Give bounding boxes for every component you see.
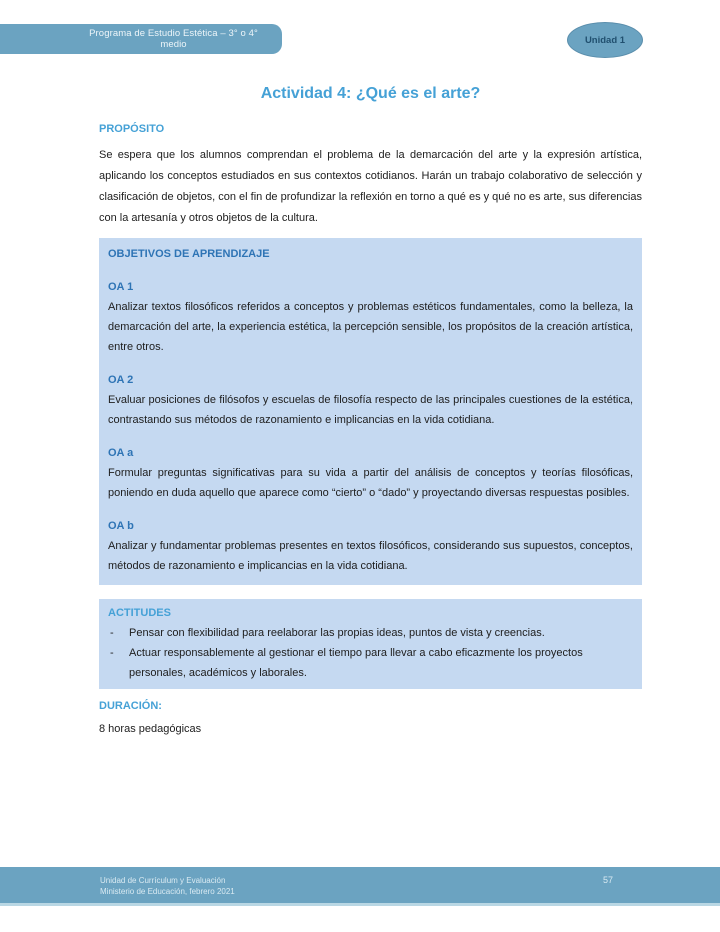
footer-line2: Ministerio de Educación, febrero 2021 <box>100 887 235 896</box>
program-ribbon <box>0 24 282 54</box>
duracion-heading: DURACIÓN: <box>99 700 162 712</box>
duracion-value: 8 horas pedagógicas <box>99 723 202 735</box>
oa-text: Analizar textos filosóficos referidos a conceptos y problemas estéticos fundamentales, como la belleza, la demarcación del arte, la experiencia estética, la percepción sensible, los propósitos de la creación artística, entre otros. <box>108 301 633 353</box>
oa-text: Formular preguntas significativas para su vida a partir del análisis de conceptos y teorías filosóficas, poniendo en duda aquello que aparece como “cierto” o “dado” y proyectando diversas respuestas posibles. <box>108 467 633 499</box>
actitudes-item <box>108 643 633 683</box>
actitudes-item <box>108 623 633 643</box>
unit-badge <box>567 22 643 58</box>
page-content <box>99 84 642 739</box>
actitudes-box <box>99 599 642 689</box>
dash-bullet: - <box>110 647 114 659</box>
footer-line1: Unidad de Currículum y Evaluación <box>100 876 226 885</box>
unit-badge-label: Unidad 1 <box>584 34 626 46</box>
actitudes-item-text: Pensar con flexibilidad para reelaborar las propias ideas, puntos de vista y creencias. <box>129 627 545 639</box>
oa-text: Analizar y fundamentar problemas presentes en textos filosóficos, considerando sus supuestos, conceptos, métodos de razonamiento e implicancias en la vida cotidiana. <box>108 540 633 572</box>
activity-title: Actividad 4: ¿Qué es el arte? <box>260 85 481 102</box>
actitudes-item-text: Actuar responsablemente al gestionar el tiempo para llevar a cabo eficazmente los proyectos personales, académicos y laborales. <box>129 647 583 679</box>
oa-label: OA b <box>108 520 134 532</box>
proposito-heading: PROPÓSITO <box>99 123 165 135</box>
proposito-paragraph: Se espera que los alumnos comprendan el problema de la demarcación del arte y la expresión artística, aplicando los conceptos estudiados en sus contextos cotidianos. Harán un trabajo colaborativo de selección y clasificación de objetos, con el fin de profundizar la reflexión en torno a qué es y qué no es arte, sus diferencias con la artesanía y otros objetos de la cultura. <box>99 149 642 224</box>
oa-text: Evaluar posiciones de filósofos y escuelas de filosofía respecto de las principales cuestiones de la estética, contrastando sus métodos de razonamiento e implicancias en la vida cotidiana. <box>108 394 633 426</box>
oa-label: OA 2 <box>108 374 134 386</box>
dash-bullet: - <box>110 627 114 639</box>
footer-bar <box>0 867 720 906</box>
oa-label: OA a <box>108 447 134 459</box>
footer-credits <box>100 875 235 897</box>
oa-item <box>108 277 633 357</box>
page-number: 57 <box>603 875 614 885</box>
oa-label: OA 1 <box>108 281 134 293</box>
actitudes-heading: ACTITUDES <box>108 607 171 619</box>
program-ribbon-label: Programa de Estudio Estética – 3° o 4° medio <box>89 28 258 50</box>
objetivos-box <box>99 238 642 585</box>
oa-item <box>108 370 633 430</box>
oa-item <box>108 443 633 503</box>
objetivos-heading: OBJETIVOS DE APRENDIZAJE <box>108 248 270 260</box>
oa-item <box>108 516 633 576</box>
